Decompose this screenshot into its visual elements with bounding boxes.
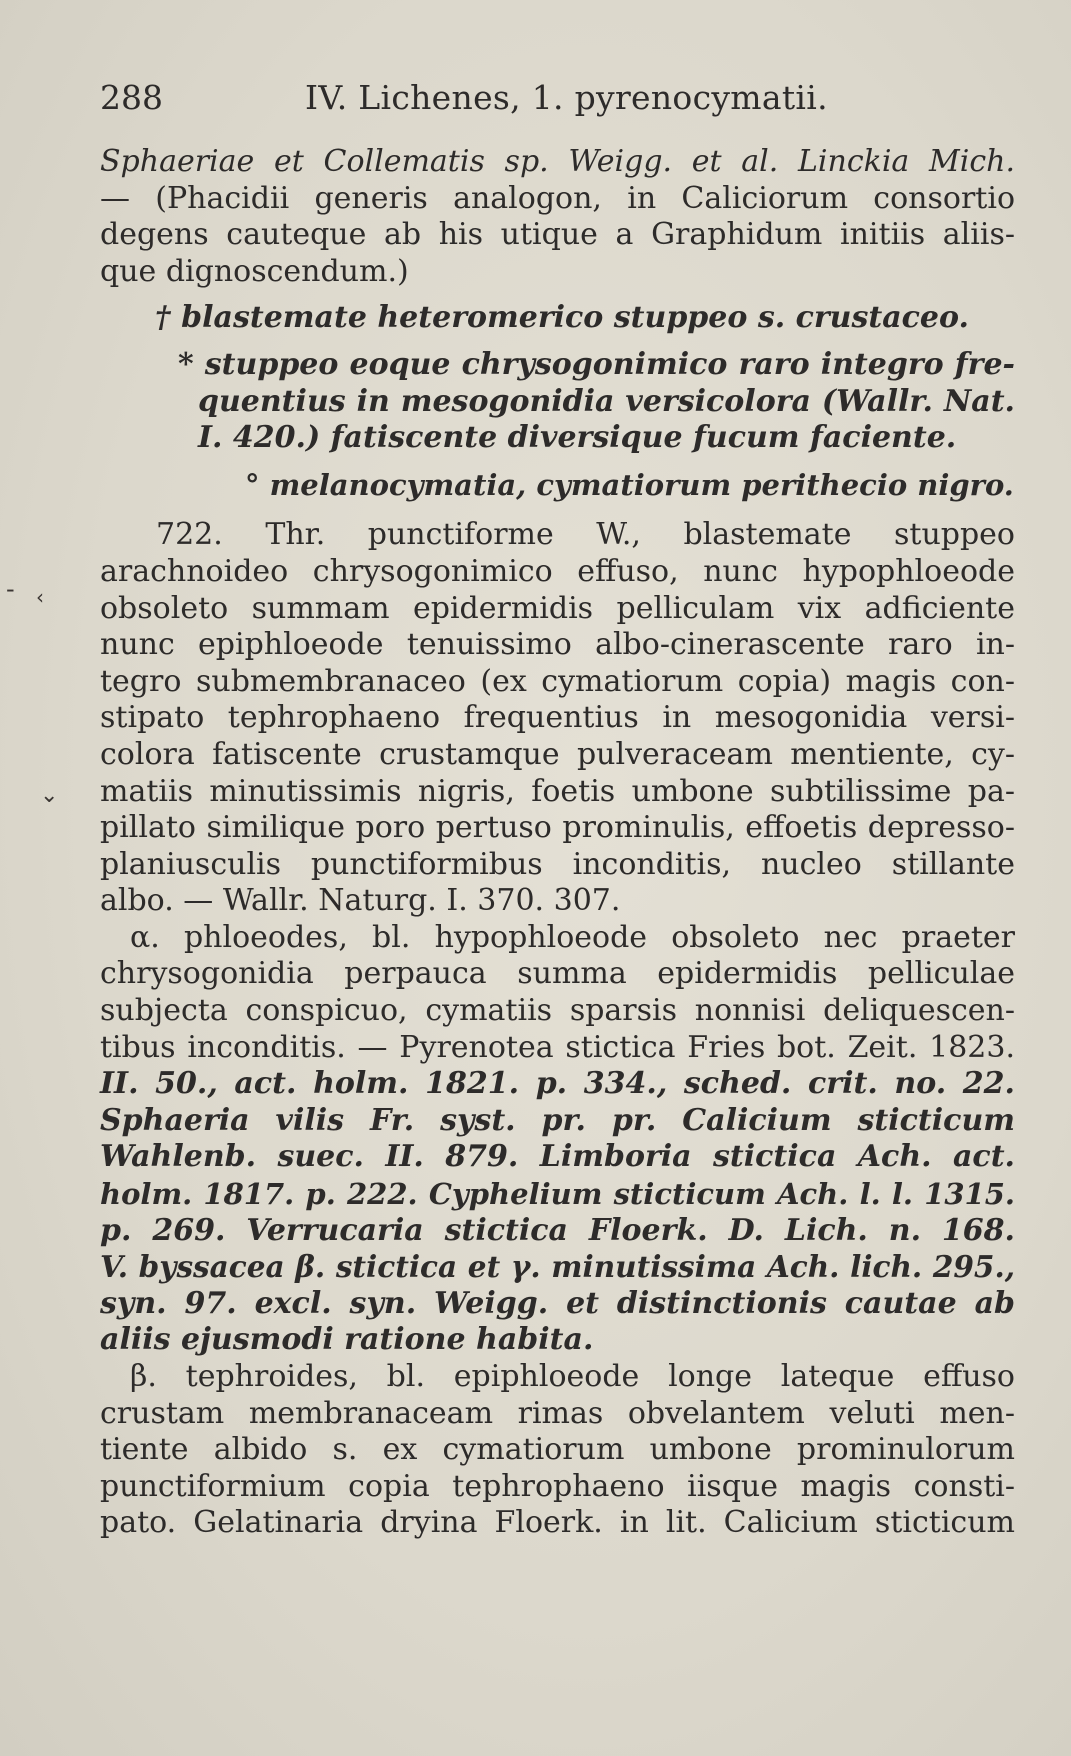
text-line: β. tephroides, bl. epiphloeode longe lateque effuso [130, 1359, 1015, 1394]
text-line: tiente albido s. ex cymatiorum umbone prominulorum [100, 1432, 1015, 1468]
text-line: I. 420.) fatiscente diversique fucum faciente. [198, 420, 957, 456]
page-number: 288 [100, 78, 163, 117]
text-line: V. byssacea β. stictica et γ. minutissima Ach. lich. 295., [100, 1249, 1015, 1285]
margin-tick-icon: - [6, 575, 15, 603]
text-line: nunc epiphloeode tenuissimo albo-cinerascente raro in- [100, 627, 1015, 663]
text-line: obsoleto summam epidermidis pelliculam vix adficiente [100, 590, 1015, 626]
text-line: pato. Gelatinaria dryina Floerk. in lit. Calicium sticticum [100, 1505, 1015, 1541]
entry-722 [100, 517, 1015, 920]
entry-heading-line: 722. Thr. punctiforme W., blastemate stuppeo [156, 517, 1015, 553]
text-line: crustam membranaceam rimas obvelantem veluti men- [100, 1395, 1015, 1431]
text-line: tibus inconditis. — Pyrenotea stictica Fries bot. Zeit. 1823. [100, 1029, 1015, 1065]
text-line: planiusculis punctiformibus inconditis, nucleo stillante [100, 846, 1015, 882]
text-line: Sphaeriae et Collematis sp. Weigg. et al. Linckia Mich. [100, 144, 1015, 179]
text-line: colora fatiscente crustamque pulveraceam mentiente, cy- [100, 736, 1015, 772]
text-line: matiis minutissimis nigris, foetis umbone subtilissime pa- [100, 773, 1015, 809]
text-line: punctiformium copia tephrophaeno iisque magis consti- [100, 1468, 1015, 1504]
text-line: * stuppeo eoque chrysogonimico raro integro fre- [178, 346, 1015, 382]
page-header [100, 80, 1015, 130]
text-line: Sphaeria vilis Fr. syst. pr. pr. Calicium sticticum [100, 1102, 1015, 1138]
margin-tick-icon: ⌄ [40, 783, 59, 808]
text-line: degens cauteque ab his utique a Graphidum initiis aliis- [100, 217, 1015, 253]
page-content [100, 80, 1015, 1542]
variety-beta [100, 1359, 1015, 1542]
text-line: † blastemate heteromerico stuppeo s. crustaceo. [155, 300, 969, 336]
text-line: subjecta conspicuo, cymatiis sparsis nonnisi deliquescen- [100, 993, 1015, 1029]
text-line: α. phloeodes, bl. hypophloeode obsoleto nec praeter [130, 919, 1015, 955]
text-line: que dignoscendum.) [100, 253, 409, 289]
text-line: pillato similique poro pertuso prominulis, effoetis depresso- [100, 810, 1015, 846]
text-line: albo. — Wallr. Naturg. I. 370. 307. [100, 883, 621, 919]
text-line: tegro submembranaceo (ex cymatiorum copia) magis con- [100, 663, 1015, 699]
margin-tick-icon: ‹ [36, 585, 44, 609]
text-line: p. 269. Verrucaria stictica Floerk. D. Lich. n. 168. [100, 1212, 1015, 1248]
text-line: — (Phacidii generis analogon, in Caliciorum consortio [100, 180, 1015, 216]
section-circle-heading [100, 467, 1015, 504]
text-line: stipato tephrophaeno frequentius in mesogonidia versi- [100, 700, 1015, 736]
text-line: holm. 1817. p. 222. Cyphelium sticticum Ach. l. l. 1315. [100, 1177, 1015, 1212]
text-line: Wahlenb. suec. II. 879. Limboria stictica Ach. act. [100, 1139, 1015, 1175]
text-line: aliis ejusmodi ratione habita. [100, 1322, 594, 1358]
section-dagger-heading [100, 300, 1015, 337]
text-line: chrysogonidia perpauca summa epidermidis pelliculae [100, 956, 1015, 992]
text-line: ° melanocymatia, cymatiorum perithecio nigro. [245, 467, 1014, 502]
text-line: syn. 97. excl. syn. Weigg. et distinctionis cautae ab [100, 1285, 1015, 1321]
section-star [100, 347, 1015, 457]
text-line: quentius in mesogonidia versicolora (Wallr. Nat. [198, 383, 1015, 419]
variety-alpha [100, 920, 1015, 1359]
text-line: arachnoideo chrysogonimico effuso, nunc hypophloeode [100, 553, 1015, 589]
running-title: IV. Lichenes, 1. pyrenocymatii. [305, 78, 828, 117]
intro-paragraph [100, 144, 1015, 290]
text-line: II. 50., act. holm. 1821. p. 334., sched. crit. no. 22. [100, 1066, 1015, 1102]
